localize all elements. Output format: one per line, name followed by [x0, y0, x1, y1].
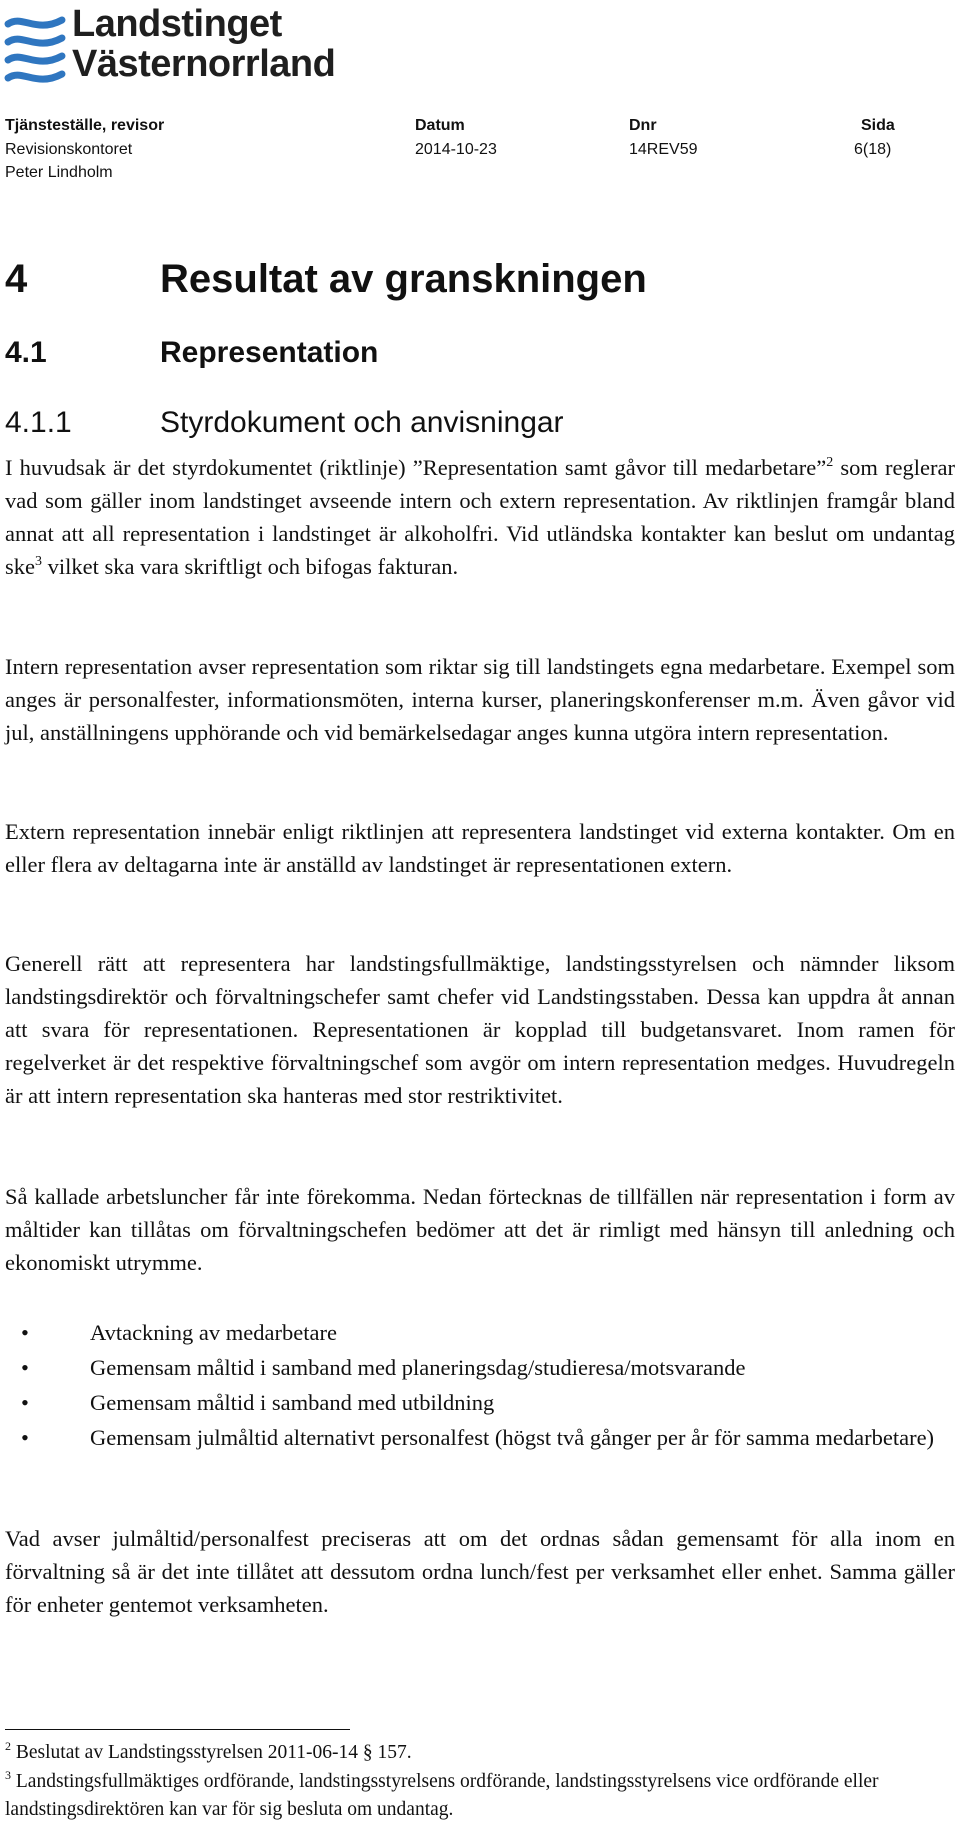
header-date: 2014-10-23 [415, 141, 497, 158]
header-label-date: Datum [415, 117, 465, 134]
list-item-text: Gemensam måltid i samband med utbildning [90, 1390, 495, 1415]
footnote-2 [5, 1739, 955, 1767]
heading-2 [5, 334, 378, 372]
footnote-ref: 3 [35, 554, 42, 569]
header-dnr: 14REV59 [629, 141, 698, 158]
footnote-number: 3 [5, 1768, 11, 1782]
list-item [0, 1385, 955, 1420]
header-office: Revisionskontoret [5, 141, 133, 158]
heading-1 [5, 254, 647, 304]
header-label-page: Sida [861, 117, 895, 134]
list-item [0, 1420, 955, 1455]
paragraph-authority: Generell rätt att representera har landstingsfullmäktige, landstingsstyrelsen och nämnder liksom landstingsdirektör och förvaltningschefer samt chefer vid Landstingsstaben. Dessa kan uppdra åt annan att svara för representationen. Representationen är kopplad till budgetansvaret. Inom ramen för regelverket är det respektive förvaltningschef som avgör om intern representation medges. Huvudregeln är att intern representation ska hanteras med stor restriktivitet. [5, 951, 955, 1108]
heading-1-number: 4 [5, 257, 28, 301]
paragraph-internal: Intern representation avser representation som riktar sig till landstingets egna medarbetare. Exempel som anges är personalfester, informationsmöten, interna kurser, planeringskonferenser m.m. Även gåvor vid jul, anställningens upphörande och vid bemärkelsedagar anges kunna utgöra intern representation. [5, 654, 955, 745]
paragraph-working-lunches: Så kallade arbetsluncher får inte förekomma. Nedan förtecknas de tillfällen när representation i form av måltider kan tillåtas om förvaltningschefen bedömer att det är rimligt med hänsyn till anledning och ekonomiskt utrymme. [5, 1184, 955, 1275]
brand-logo [2, 3, 336, 86]
paragraph-christmas: Vad avser julmåltid/personalfest preciseras att om det ordnas sådan gemensamt för alla inom en förvaltning så är det inte tillåtet att dessutom ordna lunch/fest per verksamhet eller enhet. Samma gäller för enheter gentemot verksamheten. [5, 1526, 955, 1617]
footnote-ref: 2 [826, 455, 834, 470]
occasions-list [0, 1315, 955, 1455]
list-item-text: Gemensam julmåltid alternativt personalfest (högst två gånger per år för samma medarbetare) [90, 1425, 935, 1450]
heading-1-text: Resultat av granskningen [160, 257, 647, 301]
brand-name-line1: Landstinget [72, 3, 282, 45]
list-item [0, 1315, 955, 1350]
header-label-office: Tjänsteställe, revisor [5, 117, 165, 134]
heading-3 [5, 404, 564, 442]
footnote-3 [5, 1768, 955, 1824]
heading-3-number: 4.1.1 [5, 406, 72, 439]
header-person: Peter Lindholm [5, 164, 113, 181]
heading-3-text: Styrdokument och anvisningar [160, 406, 564, 439]
list-item [0, 1350, 955, 1385]
header-label-dnr: Dnr [629, 117, 657, 134]
footnote-number: 2 [5, 1739, 11, 1753]
wave-logo-icon [2, 8, 68, 84]
list-item-text: Gemensam måltid i samband med planeringsdag/studieresa/motsvarande [90, 1355, 746, 1380]
paragraph-governing-documents [5, 451, 955, 583]
footnote-text: Landstingsfullmäktiges ordförande, landstingsstyrelsens ordförande, landstingsstyrelsens vice ordförande eller landstingsdirektören kan var för sig besluta om undantag. [5, 1771, 879, 1820]
footnote-separator [5, 1729, 350, 1730]
list-item-text: Avtackning av medarbetare [90, 1320, 337, 1345]
brand-name [72, 4, 335, 84]
paragraph-external: Extern representation innebär enligt riktlinjen att representera landstinget vid externa kontakter. Om en eller flera av deltagarna inte är anställd av landstinget är representationen extern. [5, 819, 955, 877]
heading-2-number: 4.1 [5, 336, 47, 369]
paragraph-text: I huvudsak är det styrdokumentet (riktlinje) ”Representation samt gåvor till medarbetare” [5, 455, 827, 480]
bullet-icon: • [21, 1355, 29, 1380]
brand-name-line2: Västernorrland [72, 43, 336, 85]
paragraph-text: som reglerar vad som gäller inom landstinget avseende intern och extern representation. Av riktlinjen framgår bland annat att all representation i landstinget är alkoholfri. Vid utländska kontakter kan beslut om undantag ske [5, 455, 955, 579]
bullet-icon: • [21, 1390, 29, 1415]
footnote-text: Beslutat av Landstingsstyrelsen 2011-06-14 § 157. [11, 1742, 412, 1763]
header-page: 6(18) [854, 141, 892, 158]
bullet-icon: • [21, 1320, 29, 1345]
heading-2-text: Representation [160, 336, 379, 369]
paragraph-text: vilket ska vara skriftligt och bifogas fakturan. [42, 554, 459, 579]
bullet-icon: • [21, 1425, 29, 1450]
